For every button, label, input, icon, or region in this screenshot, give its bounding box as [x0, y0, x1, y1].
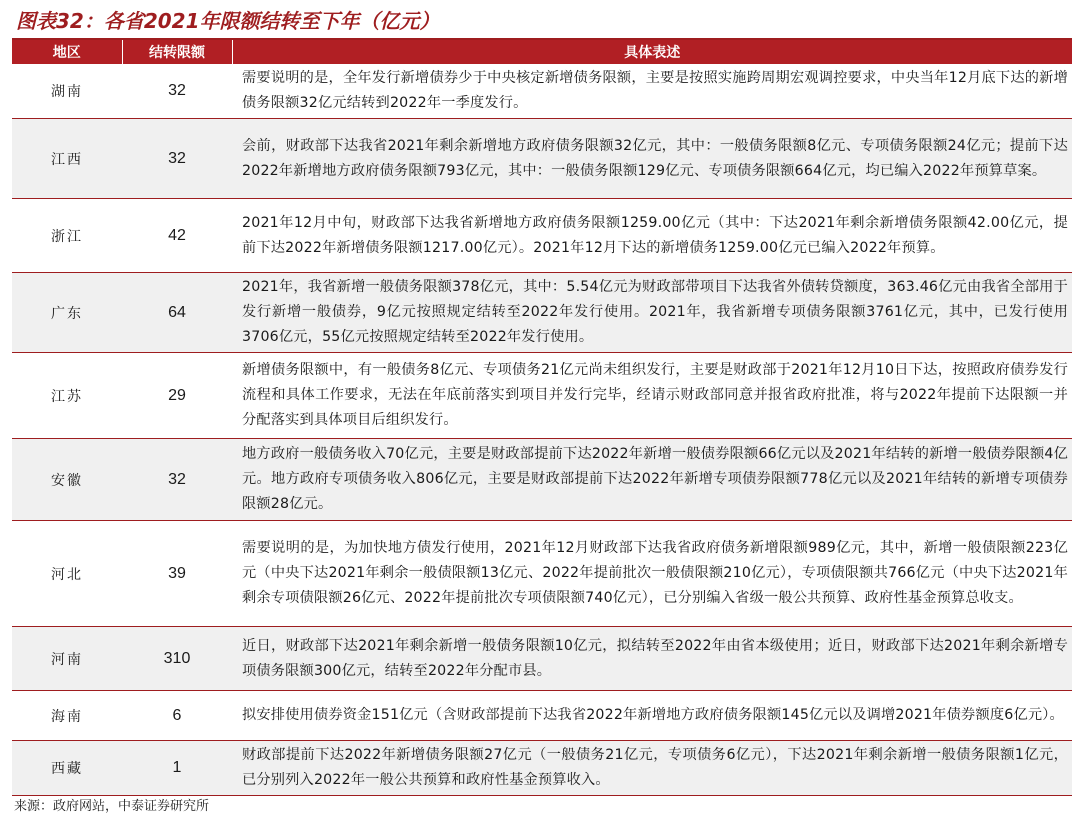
row-province: 广东	[12, 273, 122, 353]
row-amount: 39	[122, 521, 232, 627]
row-province: 湖南	[12, 64, 122, 119]
row-province: 安徽	[12, 439, 122, 521]
table-row	[12, 119, 1072, 199]
figure-title: 图表32：各省2021年限额结转至下年（亿元）	[16, 9, 440, 33]
quota-table	[12, 40, 1072, 796]
row-amount: 32	[122, 439, 232, 521]
row-province: 江西	[12, 119, 122, 199]
header-province: 地区	[12, 40, 122, 64]
table-row	[12, 521, 1072, 627]
table-row	[12, 199, 1072, 273]
row-amount: 310	[122, 627, 232, 691]
row-province: 河南	[12, 627, 122, 691]
report-figure	[12, 6, 1072, 818]
table-row	[12, 627, 1072, 691]
row-description: 近日，财政部下达2021年剩余新增一般债务限额10亿元，拟结转至2022年由省本级使用；近日，财政部下达2021年剩余新增专项债务限额300亿元，结转至2022年分配市县。	[232, 627, 1072, 691]
row-province: 河北	[12, 521, 122, 627]
row-description: 财政部提前下达2022年新增债务限额27亿元（一般债务21亿元，专项债务6亿元），下达2021年剩余新增一般债务限额1亿元，已分别列入2022年一般公共预算和政府性基金预算收入。	[232, 741, 1072, 796]
row-province: 浙江	[12, 199, 122, 273]
row-description: 2021年12月中旬，财政部下达我省新增地方政府债务限额1259.00亿元（其中：下达2021年剩余新增债务限额42.00亿元，提前下达2022年新增债务限额1217.00亿元）。2021年12月下达的新增债务1259.00亿元已编入2022年预算。	[232, 199, 1072, 273]
row-amount: 1	[122, 741, 232, 796]
row-description: 地方政府一般债务收入70亿元，主要是财政部提前下达2022年新增一般债券限额66亿元以及2021年结转的新增一般债券限额4亿元。地方政府专项债务收入806亿元，主要是财政部提前下达2022年新增专项债券限额778亿元以及2021年结转的新增专项债券限额28亿元。	[232, 439, 1072, 521]
source-note: 来源：政府网站，中泰证券研究所	[14, 799, 210, 814]
row-description: 需要说明的是，为加快地方债发行使用，2021年12月财政部下达我省政府债务新增限额989亿元，其中，新增一般债限额223亿元（中央下达2021年剩余一般债限额13亿元、2022年提前批次一般债限额210亿元），专项债限额共766亿元（中央下达2021年剩余专项债限额26亿元、2022年提前批次专项债限额740亿元），已分别编入省级一般公共预算、政府性基金预算总收支。	[232, 521, 1072, 627]
row-description: 拟安排使用债券资金151亿元（含财政部提前下达我省2022年新增地方政府债务限额145亿元以及调增2021年债券额度6亿元）。	[232, 691, 1072, 741]
table-header-row	[12, 40, 1072, 64]
row-province: 江苏	[12, 353, 122, 439]
table-row	[12, 64, 1072, 119]
row-province: 海南	[12, 691, 122, 741]
table-row	[12, 741, 1072, 796]
table-row	[12, 691, 1072, 741]
row-amount: 29	[122, 353, 232, 439]
row-description: 2021年，我省新增一般债务限额378亿元，其中：5.54亿元为财政部带项目下达我省外债转贷额度，363.46亿元由我省全部用于发行新增一般债券，9亿元按照规定结转至2022年发行使用。2021年，我省新增专项债务限额3761亿元，其中，已发行使用3706亿元，55亿元按照规定结转至2022年发行使用。	[232, 273, 1072, 353]
table-row	[12, 353, 1072, 439]
row-amount: 6	[122, 691, 232, 741]
row-description: 需要说明的是，全年发行新增债券少于中央核定新增债务限额，主要是按照实施跨周期宏观调控要求，中央当年12月底下达的新增债务限额32亿元结转到2022年一季度发行。	[232, 64, 1072, 119]
row-province: 西藏	[12, 741, 122, 796]
table-row	[12, 439, 1072, 521]
row-amount: 32	[122, 64, 232, 119]
row-description: 新增债务限额中，有一般债务8亿元、专项债务21亿元尚未组织发行，主要是财政部于2021年12月10日下达，按照政府债券发行流程和具体工作要求，无法在年底前落实到项目并发行完毕，经请示财政部同意并报省政府批准，将与2022年提前下达限额一并分配落实到具体项目后组织发行。	[232, 353, 1072, 439]
table-row	[12, 273, 1072, 353]
row-amount: 32	[122, 119, 232, 199]
row-amount: 64	[122, 273, 232, 353]
row-description: 会前，财政部下达我省2021年剩余新增地方政府债务限额32亿元，其中：一般债务限额8亿元、专项债务限额24亿元；提前下达2022年新增地方政府债务限额793亿元，其中：一般债务限额129亿元、专项债务限额664亿元，均已编入2022年预算草案。	[232, 119, 1072, 199]
header-description: 具体表述	[232, 40, 1072, 64]
header-amount: 结转限额	[122, 40, 232, 64]
row-amount: 42	[122, 199, 232, 273]
